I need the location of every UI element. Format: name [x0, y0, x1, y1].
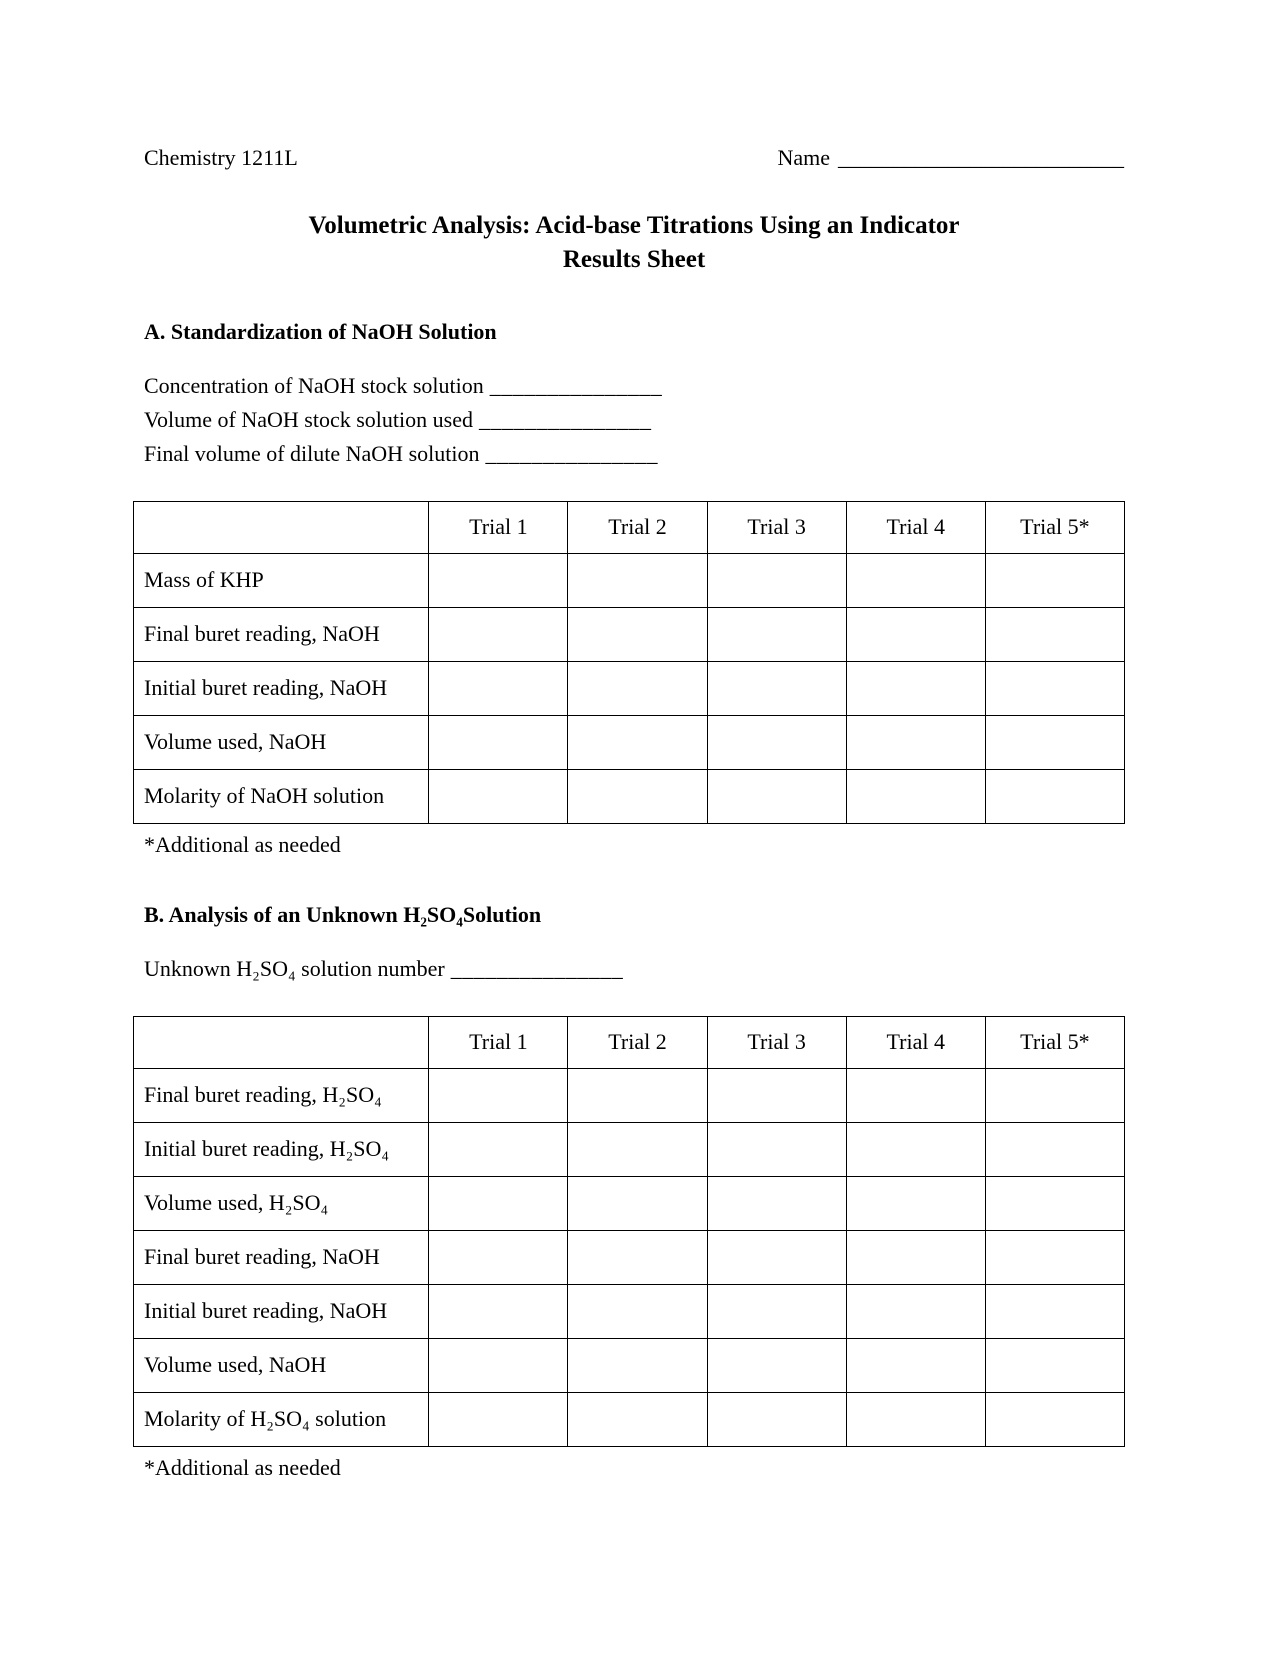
row-label-molarity-naoh: Molarity of NaOH solution — [134, 769, 429, 823]
table-row — [134, 769, 1125, 823]
table-cell-empty — [568, 1230, 707, 1284]
row-label-volume-used-naoh: Volume used, NaOH — [134, 1338, 429, 1392]
table-row — [134, 1392, 1125, 1446]
table-cell-empty — [707, 661, 846, 715]
table-row — [134, 1230, 1125, 1284]
row-label-volume-used-h2so4: Volume used, H₂SO₄ — [134, 1176, 429, 1230]
column-header-trial-4: Trial 4 — [846, 1016, 985, 1068]
table-b-footnote: *Additional as needed — [144, 1454, 341, 1480]
table-cell-empty — [568, 1176, 707, 1230]
field-unknown-solution-number — [144, 952, 1124, 986]
column-header-trial-1: Trial 1 — [429, 501, 568, 553]
table-a-footnote: *Additional as needed — [144, 831, 341, 857]
row-label-final-buret-naoh: Final buret reading, NaOH — [134, 1230, 429, 1284]
title-line-1: Volumetric Analysis: Acid-base Titrations Using an Indicator — [308, 212, 960, 239]
table-cell-empty — [429, 1176, 568, 1230]
row-label-initial-buret-naoh: Initial buret reading, NaOH — [134, 1284, 429, 1338]
table-cell-empty — [846, 1230, 985, 1284]
table-cell-empty — [846, 1068, 985, 1122]
name-label: Name — [777, 145, 830, 170]
section-b-fields — [144, 952, 1124, 986]
column-header-trial-4: Trial 4 — [846, 501, 985, 553]
table-cell-empty — [568, 715, 707, 769]
table-cell-empty — [846, 1284, 985, 1338]
column-header-trial-3: Trial 3 — [707, 1016, 846, 1068]
table-cell-empty — [707, 769, 846, 823]
table-cell-empty — [568, 1338, 707, 1392]
name-blank-line: __________________________ — [838, 145, 1124, 170]
name-field — [777, 145, 1124, 171]
field-label: Volume of NaOH stock solution used — [144, 406, 473, 432]
table-cell-empty — [707, 607, 846, 661]
table-cell-empty — [985, 661, 1124, 715]
table-cell-empty — [707, 1230, 846, 1284]
table-cell-empty — [429, 715, 568, 769]
table-row — [134, 1068, 1125, 1122]
table-cell-empty — [985, 1122, 1124, 1176]
blank-line: _______________ — [450, 955, 624, 981]
row-label-molarity-h2so4: Molarity of H₂SO₄ solution — [134, 1392, 429, 1446]
table-row — [134, 1176, 1125, 1230]
section-a-heading: A. Standardization of NaOH Solution — [144, 318, 497, 344]
blank-line: _______________ — [478, 406, 652, 432]
column-header-trial-5: Trial 5* — [985, 1016, 1124, 1068]
column-header-trial-1: Trial 1 — [429, 1016, 568, 1068]
table-cell-empty — [568, 661, 707, 715]
table-cell-empty — [429, 553, 568, 607]
table-row — [134, 1284, 1125, 1338]
table-cell-empty — [429, 661, 568, 715]
table-row — [134, 553, 1125, 607]
table-cell-empty — [568, 769, 707, 823]
table-cell-empty — [846, 661, 985, 715]
table-header-row — [134, 501, 1125, 553]
table-cell-empty — [429, 769, 568, 823]
table-cell-empty — [429, 607, 568, 661]
page-header — [144, 145, 1124, 171]
field-naoh-volume-used — [144, 403, 1124, 437]
row-label-initial-buret-naoh: Initial buret reading, NaOH — [134, 661, 429, 715]
course-label: Chemistry 1211L — [144, 145, 298, 170]
field-label: Concentration of NaOH stock solution — [144, 372, 484, 398]
table-cell-empty — [985, 1284, 1124, 1338]
table-cell-empty — [707, 1176, 846, 1230]
row-label-final-buret-naoh: Final buret reading, NaOH — [134, 607, 429, 661]
field-naoh-concentration — [144, 369, 1124, 403]
table-row — [134, 607, 1125, 661]
table-cell-empty — [985, 1392, 1124, 1446]
table-cell-empty — [985, 553, 1124, 607]
table-cell-empty — [846, 769, 985, 823]
row-label-initial-buret-h2so4: Initial buret reading, H₂SO₄ — [134, 1122, 429, 1176]
table-corner-cell — [134, 1016, 429, 1068]
blank-line: _______________ — [489, 372, 663, 398]
table-cell-empty — [846, 607, 985, 661]
table-cell-empty — [568, 607, 707, 661]
document-title — [144, 209, 1124, 277]
table-cell-empty — [429, 1068, 568, 1122]
table-cell-empty — [568, 1392, 707, 1446]
table-row — [134, 661, 1125, 715]
table-cell-empty — [429, 1392, 568, 1446]
table-cell-empty — [846, 715, 985, 769]
table-cell-empty — [707, 1068, 846, 1122]
table-row — [134, 715, 1125, 769]
table-cell-empty — [429, 1122, 568, 1176]
table-cell-empty — [429, 1230, 568, 1284]
table-cell-empty — [985, 1068, 1124, 1122]
table-cell-empty — [707, 1392, 846, 1446]
column-header-trial-5: Trial 5* — [985, 501, 1124, 553]
table-cell-empty — [846, 1122, 985, 1176]
table-cell-empty — [707, 715, 846, 769]
table-cell-empty — [846, 1338, 985, 1392]
field-label: Final volume of dilute NaOH solution — [144, 440, 480, 466]
table-cell-empty — [846, 553, 985, 607]
table-cell-empty — [985, 1230, 1124, 1284]
field-label: Unknown H₂SO₄ solution number — [144, 955, 445, 981]
table-cell-empty — [707, 1338, 846, 1392]
column-header-trial-3: Trial 3 — [707, 501, 846, 553]
table-cell-empty — [985, 1338, 1124, 1392]
table-cell-empty — [568, 1068, 707, 1122]
table-h2so4-analysis — [133, 1016, 1125, 1447]
table-cell-empty — [985, 715, 1124, 769]
row-label-mass-of-khp: Mass of KHP — [134, 553, 429, 607]
table-cell-empty — [429, 1284, 568, 1338]
table-cell-empty — [707, 1122, 846, 1176]
table-row — [134, 1338, 1125, 1392]
table-naoh-standardization — [133, 501, 1125, 824]
table-cell-empty — [707, 1284, 846, 1338]
section-a-fields — [144, 369, 1124, 471]
table-cell-empty — [985, 607, 1124, 661]
table-cell-empty — [429, 1338, 568, 1392]
table-cell-empty — [568, 1122, 707, 1176]
section-b-heading: B. Analysis of an Unknown H₂SO₄Solution — [144, 901, 542, 927]
column-header-trial-2: Trial 2 — [568, 501, 707, 553]
table-row — [134, 1122, 1125, 1176]
table-corner-cell — [134, 501, 429, 553]
title-line-2: Results Sheet — [562, 245, 706, 273]
table-cell-empty — [568, 553, 707, 607]
table-cell-empty — [985, 1176, 1124, 1230]
table-cell-empty — [985, 769, 1124, 823]
blank-line: _______________ — [485, 440, 658, 466]
table-cell-empty — [846, 1392, 985, 1446]
row-label-final-buret-h2so4: Final buret reading, H₂SO₄ — [134, 1068, 429, 1122]
table-cell-empty — [846, 1176, 985, 1230]
row-label-volume-used-naoh: Volume used, NaOH — [134, 715, 429, 769]
column-header-trial-2: Trial 2 — [568, 1016, 707, 1068]
field-dilute-naoh-final-volume — [144, 437, 1124, 471]
table-cell-empty — [568, 1284, 707, 1338]
table-cell-empty — [707, 553, 846, 607]
table-header-row — [134, 1016, 1125, 1068]
